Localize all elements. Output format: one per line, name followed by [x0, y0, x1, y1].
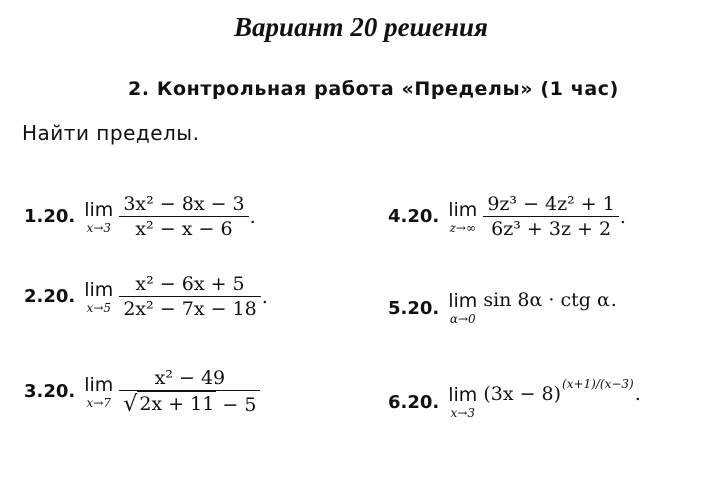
fraction: [119, 192, 248, 241]
lim-word: lim: [448, 290, 478, 312]
problem-6: [388, 377, 641, 420]
radical-sign-icon: √: [123, 392, 138, 417]
denominator: 2x² − 7x − 18: [123, 298, 257, 320]
lim-subscript: x→3: [86, 220, 112, 235]
end-punctuation: .: [619, 205, 626, 228]
lim-subscript: x→5: [86, 300, 112, 315]
lim-word: lim: [448, 198, 478, 221]
fraction: [119, 366, 260, 417]
square-root: [123, 391, 216, 416]
lim-subscript: α→0: [449, 312, 476, 326]
end-punctuation: .: [261, 285, 268, 308]
numerator: 3x² − 8x − 3: [123, 193, 245, 215]
problem-number: 1.20.: [24, 206, 76, 227]
lim-word: lim: [84, 373, 114, 396]
problem-number: 6.20.: [388, 391, 440, 413]
end-punctuation: .: [249, 205, 256, 228]
lim-word: lim: [84, 198, 114, 221]
denominator-rest: − 5: [216, 394, 257, 416]
limit-operator: [448, 384, 477, 420]
limit-operator: [84, 199, 113, 235]
numerator: 9z³ − 4z² + 1: [487, 193, 615, 215]
problem-number: 3.20.: [24, 381, 76, 402]
lim-subscript: x→7: [86, 395, 112, 410]
denominator: 6z³ + 3z + 2: [491, 218, 612, 240]
fraction: [119, 272, 260, 321]
limit-operator: [84, 279, 113, 315]
page-title: Вариант 20 решения: [234, 12, 488, 42]
end-punctuation: .: [610, 289, 617, 311]
lim-word: lim: [84, 278, 114, 301]
numerator: x² − 6x + 5: [135, 273, 245, 295]
problem-5: [388, 290, 617, 326]
radicand: 2x + 11: [139, 393, 215, 415]
problem-1: [24, 192, 256, 241]
numerator: x² − 49: [154, 367, 226, 389]
fraction: [483, 192, 619, 241]
section-heading: 2. Контрольная работа «Пределы» (1 час): [128, 78, 619, 100]
limit-operator: [448, 199, 477, 235]
lim-subscript: x→3: [450, 406, 476, 420]
lim-subscript: z→∞: [449, 220, 476, 235]
problem-4: [388, 192, 626, 241]
problem-number: 5.20.: [388, 297, 440, 319]
end-punctuation: .: [634, 383, 641, 405]
problem-2: [24, 272, 268, 321]
expression: (3x − 8): [483, 383, 562, 405]
limit-operator: [84, 374, 113, 410]
expression: sin 8α · ctg α: [483, 289, 610, 311]
limit-operator: [448, 290, 477, 326]
problem-number: 4.20.: [388, 206, 440, 227]
problem-3: [24, 366, 260, 417]
denominator: [119, 391, 260, 417]
denominator: x² − x − 6: [135, 218, 233, 240]
problem-number: 2.20.: [24, 286, 76, 307]
exponent: (x+1)/(x−3): [562, 377, 634, 391]
lim-word: lim: [448, 384, 478, 406]
instruction-text: Найти пределы.: [22, 121, 200, 145]
